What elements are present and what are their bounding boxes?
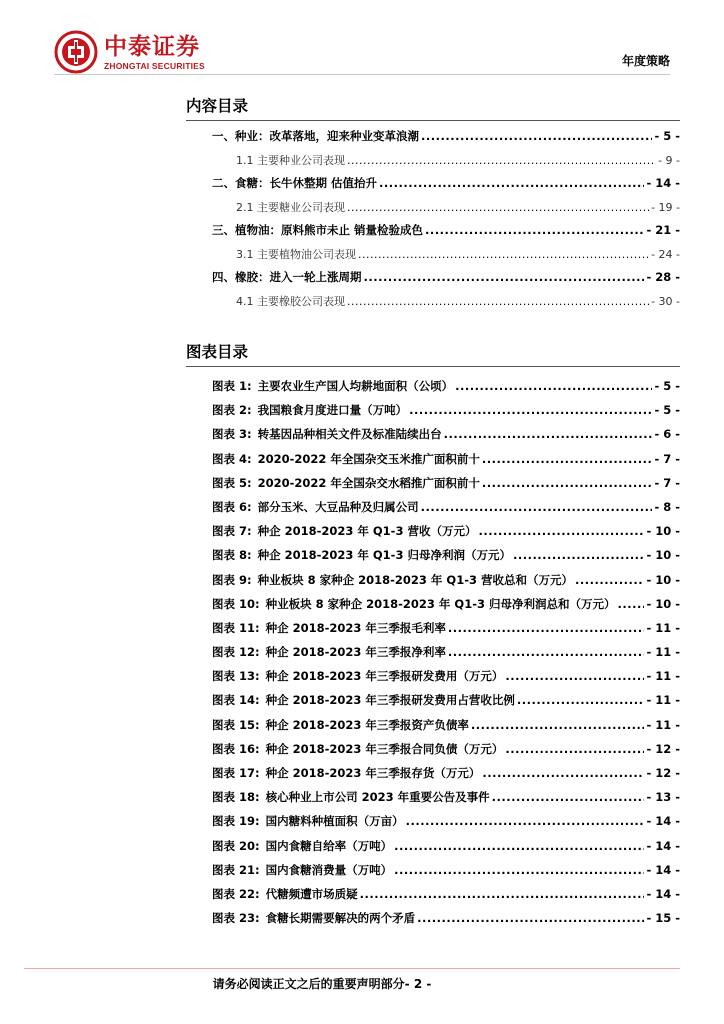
- toc-title-divider: [186, 120, 680, 121]
- figure-label: 图表 20:: [212, 838, 260, 853]
- figure-entry[interactable]: [186, 858, 680, 882]
- footer-disclaimer: [0, 975, 724, 992]
- figures-list: [186, 374, 680, 930]
- figure-page: - 5 -: [654, 379, 680, 393]
- figure-title: 种企 2018-2023 年三季报研发费用（万元）: [265, 669, 504, 684]
- toc-entry-page: - 24 -: [651, 247, 680, 261]
- figure-title: 部分玉米、大豆品种及归属公司: [257, 499, 419, 514]
- figure-page: - 13 -: [646, 790, 680, 805]
- figure-label: 图表 4:: [212, 451, 252, 466]
- toc-leader-dots: [358, 243, 649, 267]
- figure-entry[interactable]: [186, 809, 680, 833]
- toc-entry-page: - 19 -: [651, 200, 680, 214]
- figure-entry[interactable]: [186, 785, 680, 809]
- toc-leader-dots: [513, 543, 644, 567]
- toc-leader-dots: [505, 664, 644, 688]
- figure-label: 图表 18:: [212, 790, 260, 805]
- figure-title: 食糖长期需要解决的两个矛盾: [265, 911, 416, 926]
- toc-leader-dots: [478, 519, 644, 543]
- toc-entry-page: - 14 -: [646, 176, 680, 190]
- toc-leader-dots: [482, 761, 644, 785]
- toc-leader-dots: [482, 447, 653, 471]
- figure-label: 图表 19:: [212, 814, 260, 829]
- toc-entry-text: 1.1 主要种业公司表现: [236, 153, 345, 167]
- figure-title: 种业板块 8 家种企 2018-2023 年 Q1-3 归母净利润总和（万元）: [265, 596, 616, 611]
- figure-page: - 12 -: [646, 741, 680, 756]
- figure-page: - 5 -: [654, 403, 680, 418]
- toc-leader-dots: [617, 592, 644, 616]
- figure-entry[interactable]: [186, 568, 680, 592]
- figures-title-divider: [186, 366, 680, 367]
- toc-leader-dots: [421, 495, 653, 519]
- toc-entry[interactable]: [186, 243, 680, 267]
- figure-title: 代糖频遭市场质疑: [265, 886, 358, 901]
- header-divider: [54, 74, 670, 75]
- figure-label: 图表 15:: [212, 717, 260, 732]
- figure-title: 种企 2018-2023 年三季报毛利率: [265, 620, 446, 635]
- figure-entry[interactable]: [186, 447, 680, 471]
- figure-page: - 8 -: [654, 499, 680, 514]
- toc-leader-dots: [394, 858, 644, 882]
- figure-entry[interactable]: [186, 495, 680, 519]
- figure-label: 图表 13:: [212, 669, 260, 684]
- toc-leader-dots: [425, 219, 644, 243]
- figure-entry[interactable]: [186, 713, 680, 737]
- zhongtai-logo-icon: [54, 30, 98, 74]
- figure-label: 图表 5:: [212, 475, 252, 490]
- toc-leader-dots: [448, 616, 645, 640]
- toc-leader-dots: [455, 374, 652, 398]
- toc-entry[interactable]: [186, 196, 680, 220]
- toc-entry-text: 3.1 主要植物油公司表现: [236, 247, 356, 261]
- figure-title: 种企 2018-2023 年三季报研发费用占营收比例: [265, 693, 515, 708]
- figure-page: - 14 -: [646, 838, 680, 853]
- toc-leader-dots: [575, 568, 644, 592]
- figure-label: 图表 16:: [212, 741, 260, 756]
- figure-page: - 10 -: [646, 548, 680, 563]
- toc-leader-dots: [406, 809, 645, 833]
- toc-entry-page: - 30 -: [651, 294, 680, 308]
- toc-leader-dots: [444, 422, 653, 446]
- figure-entry[interactable]: [186, 471, 680, 495]
- figure-page: - 11 -: [646, 645, 680, 660]
- figure-page: - 14 -: [646, 814, 680, 829]
- brand-chinese: 中泰证券: [104, 33, 200, 60]
- toc-leader-dots: [409, 398, 652, 422]
- toc-leader-dots: [448, 640, 645, 664]
- toc-leader-dots: [517, 688, 645, 712]
- figure-page: - 10 -: [646, 524, 680, 539]
- toc-entry-page: - 21 -: [646, 223, 680, 237]
- toc-entry[interactable]: [186, 149, 680, 173]
- figure-title: 核心种业上市公司 2023 年重要公告及事件: [265, 790, 490, 805]
- figure-label: 图表 9:: [212, 572, 252, 587]
- figure-entry[interactable]: [186, 688, 680, 712]
- figure-label: 图表 7:: [212, 524, 252, 539]
- figure-entry[interactable]: [186, 906, 680, 930]
- toc-leader-dots: [482, 471, 653, 495]
- toc-entry-text: 2.1 主要糖业公司表现: [236, 200, 345, 214]
- figure-page: - 11 -: [646, 620, 680, 635]
- figure-page: - 14 -: [646, 886, 680, 901]
- figure-entry[interactable]: [186, 543, 680, 567]
- toc-leader-dots: [379, 172, 644, 196]
- figure-entry[interactable]: [186, 374, 680, 398]
- figure-label: 图表 2:: [212, 403, 252, 418]
- toc-entry-page: - 9 -: [658, 153, 680, 167]
- toc-leader-dots: [471, 713, 645, 737]
- toc-entry[interactable]: [186, 125, 680, 149]
- figure-label: 图表 8:: [212, 548, 252, 563]
- figure-label: 图表 21:: [212, 862, 260, 877]
- figure-entry[interactable]: [186, 616, 680, 640]
- figure-page: - 11 -: [646, 669, 680, 684]
- figure-title: 转基因品种相关文件及标准陆续出台: [257, 427, 442, 442]
- toc-leader-dots: [347, 196, 649, 220]
- figure-page: - 11 -: [646, 717, 680, 732]
- toc-leader-dots: [360, 882, 645, 906]
- figure-title: 种企 2018-2023 年 Q1-3 归母净利润（万元）: [257, 548, 511, 563]
- footer-note-text: 请务必阅读正文之后的重要声明部分: [212, 977, 405, 991]
- figure-entry[interactable]: [186, 592, 680, 616]
- figure-title: 国内糖料种植面积（万亩）: [265, 814, 404, 829]
- toc-leader-dots: [394, 834, 644, 858]
- toc-leader-dots: [347, 149, 656, 173]
- toc-entry-text: 四、橡胶：进入一轮上涨周期: [212, 270, 362, 284]
- toc-entry-page: - 5 -: [654, 129, 680, 143]
- figure-title: 种企 2018-2023 年三季报净利率: [265, 645, 446, 660]
- figure-label: 图表 10:: [212, 596, 260, 611]
- figure-entry[interactable]: [186, 422, 680, 446]
- figure-page: - 12 -: [646, 766, 680, 780]
- figure-entry[interactable]: [186, 737, 680, 761]
- toc-entry[interactable]: [186, 219, 680, 243]
- figure-page: - 10 -: [646, 572, 680, 587]
- figures-title: 图表目录: [186, 343, 249, 361]
- toc-entry-text: 三、植物油：原料熊市未止 销量检验成色: [212, 223, 424, 237]
- company-logo: [54, 28, 205, 76]
- figure-entry[interactable]: [186, 398, 680, 422]
- figure-title: 种企 2018-2023 年三季报合同负债（万元）: [265, 741, 504, 756]
- toc-entry-text: 一、种业：改革落地，迎来种业变革浪潮: [212, 129, 419, 143]
- figure-label: 图表 11:: [212, 620, 260, 635]
- toc-entry-page: - 28 -: [646, 270, 680, 284]
- figure-label: 图表 6:: [212, 499, 252, 514]
- toc-leader-dots: [492, 785, 645, 809]
- toc-list: [186, 125, 680, 313]
- figure-title: 我国粮食月度进口量（万吨）: [257, 403, 408, 418]
- figure-entry[interactable]: [186, 834, 680, 858]
- figure-label: 图表 1:: [212, 379, 252, 393]
- toc-leader-dots: [421, 125, 652, 149]
- figure-title: 国内食糖消费量（万吨）: [265, 862, 393, 877]
- figure-page: - 15 -: [646, 911, 680, 926]
- figure-title: 种企 2018-2023 年 Q1-3 营收（万元）: [257, 524, 477, 539]
- toc-leader-dots: [364, 266, 645, 290]
- figure-page: - 7 -: [654, 475, 680, 490]
- footer-page-number: - 2 -: [404, 977, 432, 991]
- toc-leader-dots: [347, 290, 649, 314]
- figure-entry[interactable]: [186, 882, 680, 906]
- figure-page: - 6 -: [654, 427, 680, 442]
- figure-entry[interactable]: [186, 761, 680, 785]
- figure-title: 主要农业生产国人均耕地面积（公顷）: [257, 379, 454, 393]
- figure-label: 图表 22:: [212, 886, 260, 901]
- figure-label: 图表 14:: [212, 693, 260, 708]
- figure-entry[interactable]: [186, 664, 680, 688]
- footer-divider: [24, 968, 680, 969]
- toc-entry-text: 4.1 主要橡胶公司表现: [236, 294, 345, 308]
- brand-english: ZHONGTAI SECURITIES: [104, 60, 205, 71]
- toc-entry[interactable]: [186, 290, 680, 314]
- figure-entry[interactable]: [186, 640, 680, 664]
- figure-label: 图表 17:: [212, 766, 260, 780]
- figure-title: 2020-2022 年全国杂交水稻推广面积前十: [257, 475, 480, 490]
- figure-page: - 10 -: [646, 596, 680, 611]
- figure-label: 图表 23:: [212, 911, 260, 926]
- figure-label: 图表 3:: [212, 427, 252, 442]
- figure-title: 种企 2018-2023 年三季报存货（万元）: [265, 766, 481, 780]
- figure-page: - 11 -: [646, 693, 680, 708]
- figure-title: 国内食糖自给率（万吨）: [265, 838, 393, 853]
- figure-label: 图表 12:: [212, 645, 260, 660]
- figure-title: 种业板块 8 家种企 2018-2023 年 Q1-3 营收总和（万元）: [257, 572, 573, 587]
- figure-page: - 7 -: [654, 451, 680, 466]
- toc-entry[interactable]: [186, 172, 680, 196]
- toc-entry[interactable]: [186, 266, 680, 290]
- figure-title: 2020-2022 年全国杂交玉米推广面积前十: [257, 451, 480, 466]
- figure-page: - 14 -: [646, 862, 680, 877]
- toc-title: 内容目录: [186, 97, 249, 115]
- brand-name: [104, 34, 205, 71]
- toc-leader-dots: [417, 906, 644, 930]
- toc-entry-text: 二、食糖：长牛休整期 估值抬升: [212, 176, 378, 190]
- figure-entry[interactable]: [186, 519, 680, 543]
- report-type: 年度策略: [621, 54, 670, 68]
- toc-leader-dots: [505, 737, 644, 761]
- figure-title: 种企 2018-2023 年三季报资产负债率: [265, 717, 469, 732]
